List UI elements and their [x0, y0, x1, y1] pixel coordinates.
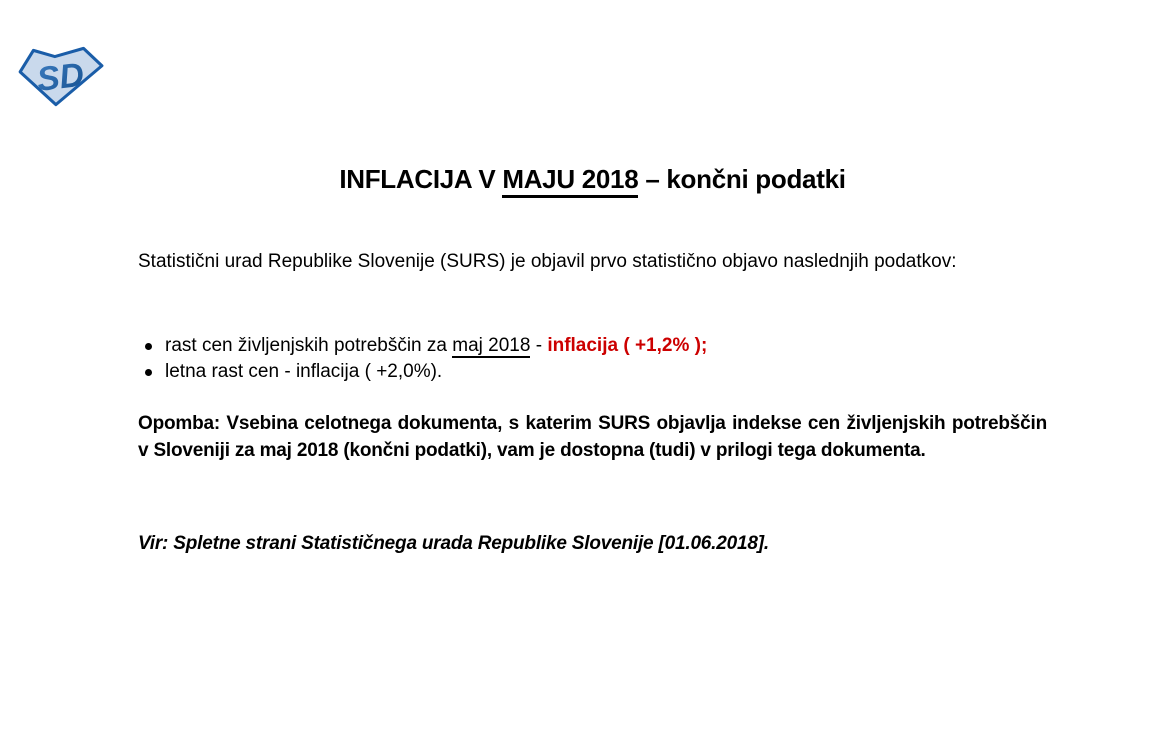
bullet2-text: letna rast cen - inflacija ( +2,0%). — [165, 361, 443, 382]
source-line: Vir: Spletne strani Statističnega urada Republike Slovenije [01.06.2018]. — [138, 533, 769, 554]
bullet1-underlined-date: maj 2018 — [452, 335, 531, 356]
list-item — [138, 333, 1047, 359]
bullet-icon — [145, 369, 152, 376]
note-paragraph: Opomba: Vsebina celotnega dokumenta, s katerim SURS objavlja indekse cen življenjskih potrebščin v Sloveniji za maj 2018 (končni podatki), vam je dostopna (tudi) v prilogi tega dokumenta. — [138, 413, 1047, 461]
page-title — [138, 163, 1047, 195]
bullet1-lead: rast cen življenjskih potrebščin za — [165, 335, 453, 356]
title-suffix: – končni podatki — [638, 164, 846, 194]
document-body — [138, 0, 1047, 743]
bullet-list — [138, 333, 1047, 385]
logo-letters: SD — [34, 55, 86, 100]
bullet-icon — [145, 343, 152, 350]
intro-paragraph: Statistični urad Republike Slovenije (SURS) je objavil prvo statistično objavo naslednjih podatkov: — [138, 251, 957, 272]
title-prefix: INFLACIJA V — [339, 164, 503, 194]
bullet1-inflation-highlight: inflacija ( +1,2% ); — [547, 335, 708, 356]
title-underlined-date: MAJU 2018 — [502, 164, 638, 198]
bullet-text — [165, 333, 707, 359]
bullet1-separator: - — [530, 335, 548, 356]
sd-diamond-logo-icon — [16, 45, 106, 109]
list-item — [138, 359, 1047, 385]
